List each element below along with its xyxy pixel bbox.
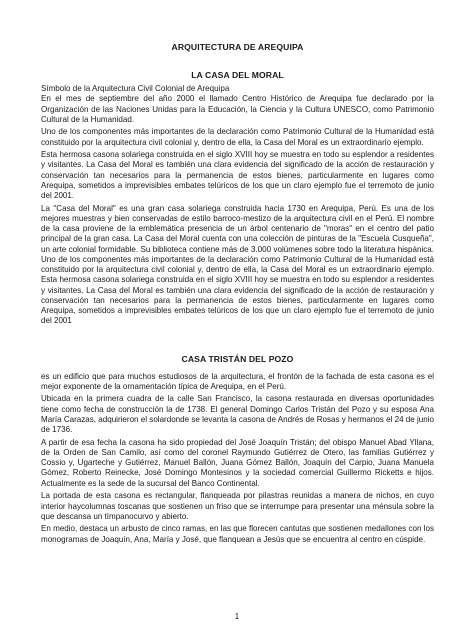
section-heading-casa-tristan-del-pozo: CASA TRISTÁN DEL POZO xyxy=(181,353,294,364)
section-heading-casa-del-moral: LA CASA DEL MORAL xyxy=(191,70,284,80)
paragraph: A partir de esa fecha la casona ha sido propiedad del José Joaquín Tristán; del obispo Manuel Abad Yllana, de la Orden de San Camilo, así como del coronel Raymundo Gutiérrez de Otero, las familias Gutiérrez y Cossio y, Ugarteche y Gutiérrez, Manuel Ballón, Juana Gómez Ballón, Joaquín del Carpio, Juana Manuela Gómez, Roberto Reinecke, José Domingo Montesinos y la sociedad comercial Guillermo Ricketts e hijos. Actualmente es la sede de la sucursal del Banco Continental. xyxy=(41,437,434,488)
page-number: 1 xyxy=(234,612,240,621)
paragraph: Ubicada en la primera cuadra de la calle San Francisco, la casona restaurada en diversas oportunidades tiene como fecha de construcción la de 1738. El general Domingo Carlos Tristán del Pozo y su esposa Ana María Carazas, adquirieron el solardonde se levanta la casona de Andrés de Rosas y hermanos el 24 de junio de 1736. xyxy=(41,394,434,435)
paragraph: Uno de los componentes más importantes de la declaración como Patrimonio Cultural de la Humanidad está constituido por la arquitectura civil colonial y, dentro de ella, la Casa del Moral es un extraordinario ejemplo. xyxy=(41,127,434,147)
section-subtitle: Símbolo de la Arquitectura Civil Colonial de Arequipa xyxy=(41,84,230,93)
document-title: ARQUITECTURA DE AREQUIPA xyxy=(171,42,304,52)
paragraph: La portada de esta casona es rectangular, flanqueada por pilastras reunidas a manera de nichos, en cuyo interior haycolumnas toscanas que sostienen un friso que se interrumpe para presentar una ménsula sobre la que descansa un tímpanocurvo y abierto. xyxy=(41,491,434,521)
paragraph: En el mes de septiembre del año 2000 el llamado Centro Histórico de Arequipa fue declarado por la Organización de las Naciones Unidas para la Educación, la Ciencia y la Cultura UNESCO, como Patrimonio Cultural de la Humanidad. xyxy=(41,94,434,124)
paragraph: es un edificio que para muchos estudiosos de la arquitectura, el frontón de la fachada de esta casona es el mejor exponente de la ornamentación típica de Arequipa, en el Perú. xyxy=(41,371,434,391)
paragraph: Esta hermosa casona solariega construida en el siglo XVIII hoy se muestra en todo su esplendor a residentes y visitantes. La Casa del Moral es también una clara evidencia del significado de la acción de restauración y conservación tan necesarios para la permanencia de estos bienes, particularmente en lugares como Arequipa, sometidos a imprevisibles embates telúricos de los que un claro ejemplo fue el terremoto de junio del 2001. xyxy=(41,150,434,201)
paragraph: En medio, destaca un arbusto de cinco ramas, en las que florecen cantutas que sostienen medallones con los monogramas de Joaquín, Ana, María y José, que flanquean a Jesús que se encuentra al centro en cúspide. xyxy=(41,524,434,544)
paragraph: La "Casa del Moral" es una gran casa solariega construida hacia 1730 en Arequipa, Perú. Es una de los mejores muestras y bien conservadas de estilo barroco-mestizo de la arquitectura civil en el Perú. El nombre de la casa proviene de la emblemática presencia de un árbol centenario de "moras" en el centro del patio principal de la gran casa. La Casa del Moral cuenta con una colección de pinturas de la "Escuela Cusqueña", un arte colonial formidable. Su biblioteca contiene más de 3.000 volúmenes sobre todo la literatura hispánica. Uno de los componentes más importantes de la declaración como Patrimonio Cultural de la Humanidad está constituido por la arquitectura civil colonial y, dentro de ella, la Casa del Moral es un extraordinario ejemplo. Esta hermosa casona solariega construida en el siglo XVIII hoy se muestra en todo su esplendor a residentes y visitantes. La Casa del Moral es también una clara evidencia del significado de la acción de restauración y conservación tan necesarios para la permanencia de estos bienes, particularmente en lugares como Arequipa, sometidos a imprevisibles embates telúricos de los que un claro ejemplo fue el terremoto de junio del 2001 xyxy=(41,203,434,326)
